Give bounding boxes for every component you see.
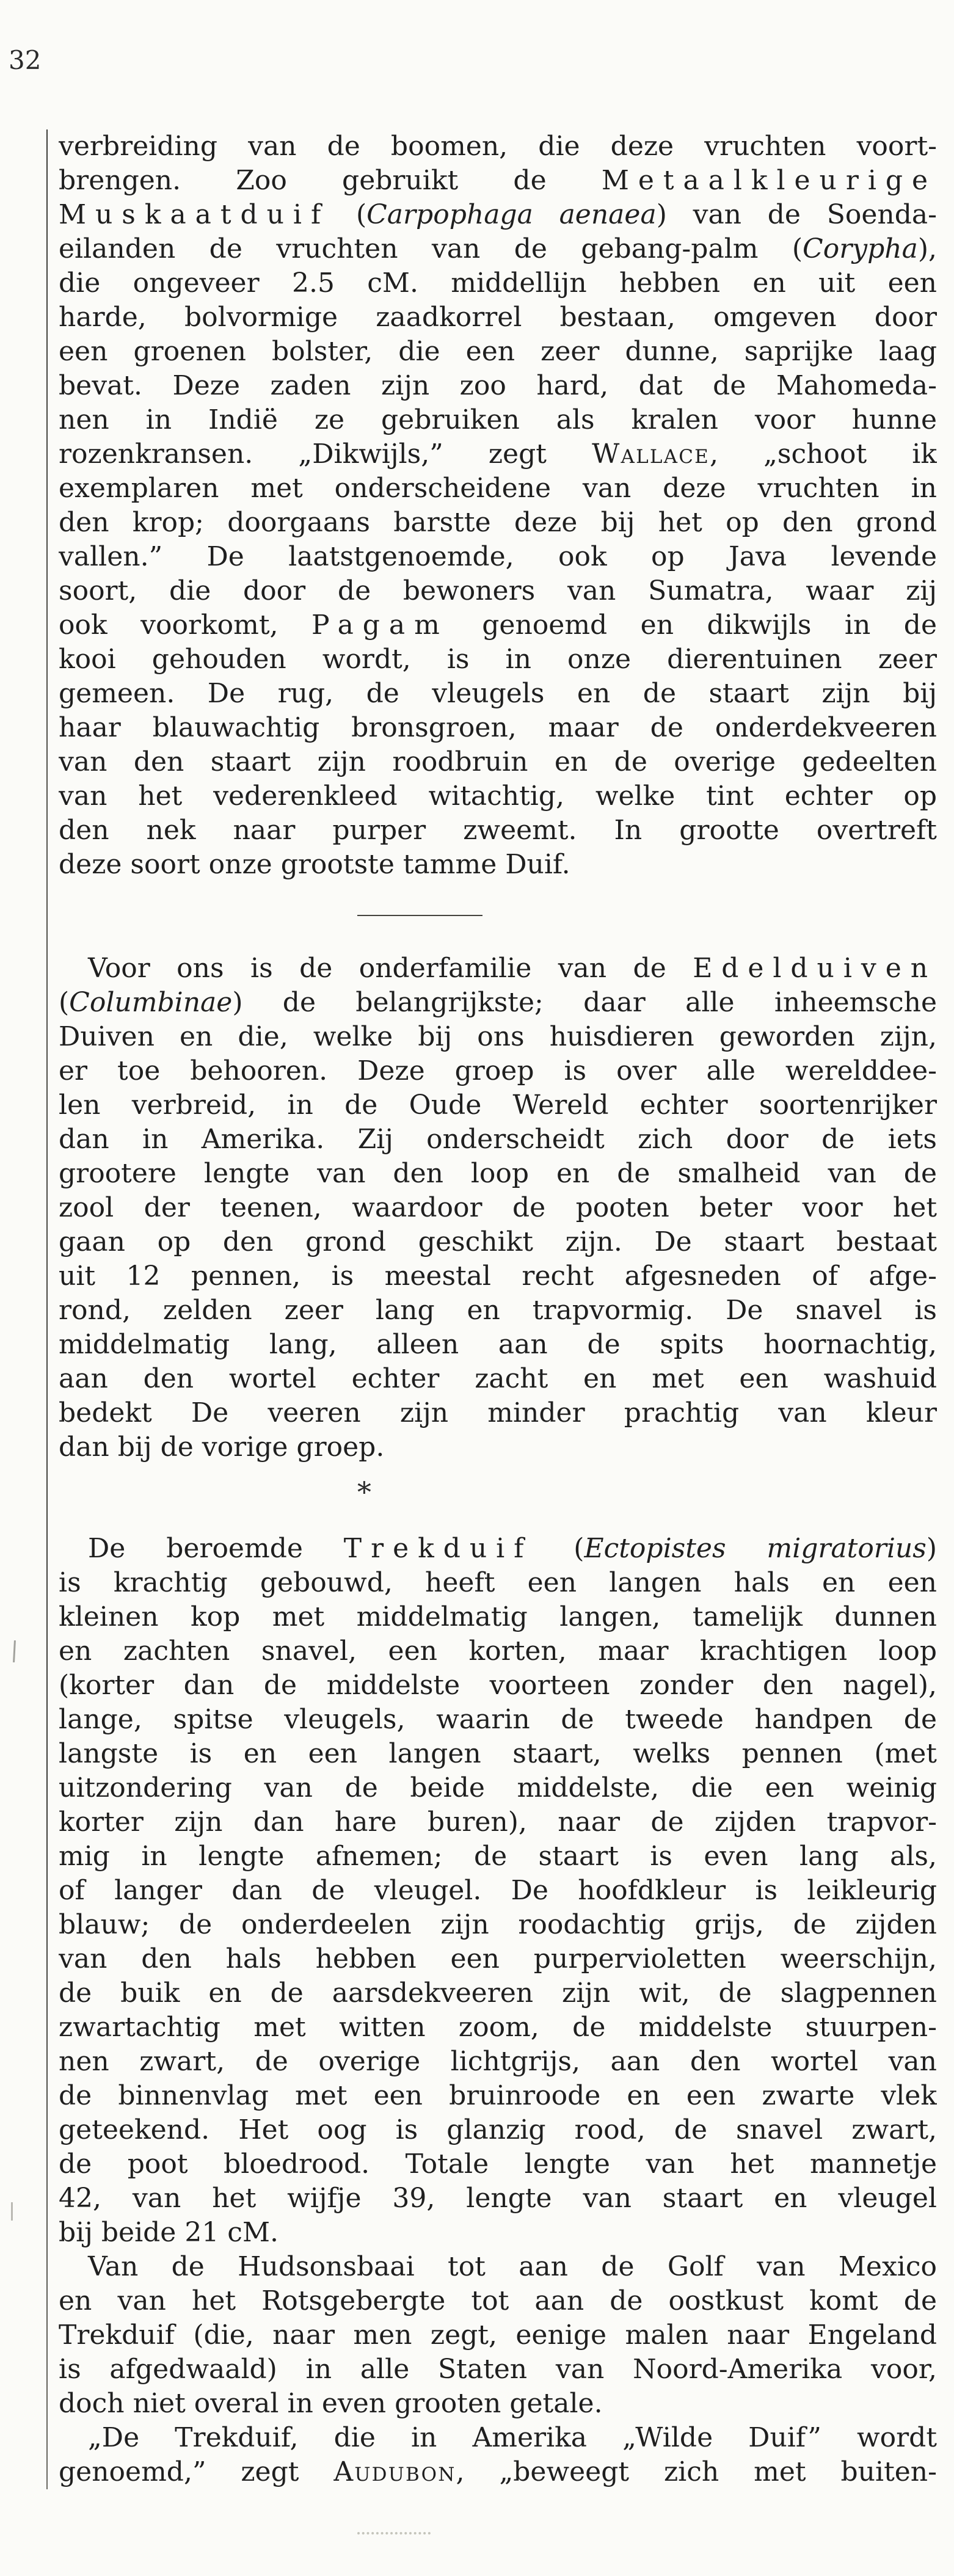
text-segment: en zachten snavel, een korten, maar krachtigen loop	[59, 1635, 937, 1667]
divider-line	[357, 915, 482, 916]
text-segment: blauw; de onderdeelen zijn roodachtig grijs, de zijden	[59, 1909, 937, 1940]
text-line	[59, 848, 937, 882]
text-line	[59, 642, 937, 677]
text-line	[59, 711, 937, 745]
text-segment: langste is en een langen staart, welks pennen (met	[59, 1738, 937, 1769]
text-segment: lange, spitse vleugels, waarin de tweede handpen de	[59, 1704, 937, 1735]
text-line	[59, 1157, 937, 1191]
text-segment: ) van de Soenda-	[656, 199, 937, 230]
text-line	[59, 2113, 937, 2147]
letterspaced-text: Edelduiven	[693, 953, 937, 984]
text-line	[59, 164, 937, 198]
text-line	[59, 779, 937, 813]
paragraph	[59, 951, 937, 1464]
text-segment: die ongeveer 2.5 cM. middellijn hebben en uit een	[59, 267, 937, 299]
text-line	[59, 369, 937, 403]
text-segment: (	[59, 987, 70, 1018]
text-line	[59, 1634, 937, 1668]
text-line	[59, 232, 937, 266]
page-content	[59, 129, 937, 2489]
text-segment: , „beweegt zich met buiten-	[456, 2456, 937, 2487]
text-line	[59, 471, 937, 506]
text-segment: of langer dan de vleugel. De hoofdkleur is leikleurig	[59, 1875, 937, 1906]
text-line	[59, 129, 937, 164]
text-line	[59, 2318, 937, 2352]
text-line	[59, 2045, 937, 2079]
text-segment: eilanden de vruchten van de gebang-palm (	[59, 233, 803, 264]
text-line	[59, 2250, 937, 2284]
text-segment: (	[533, 1533, 584, 1564]
text-line	[59, 2284, 937, 2318]
text-segment: bij beide 21 cM.	[59, 2217, 279, 2248]
italic-text: Columbinae	[69, 987, 233, 1018]
paragraph	[59, 2421, 937, 2489]
text-line	[59, 1600, 937, 1634]
text-line	[59, 1668, 937, 1703]
text-segment: en van het Rotsgebergte tot aan de oostkust komt de	[59, 2285, 937, 2316]
text-line	[59, 1976, 937, 2010]
text-line	[59, 608, 937, 642]
text-segment: soort, die door de bewoners van Sumatra, waar zij	[59, 575, 937, 606]
text-line	[59, 2387, 937, 2421]
text-line	[59, 2216, 937, 2250]
text-line	[59, 1362, 937, 1396]
text-segment: rozenkransen. „Dikwijls,” zegt	[59, 438, 592, 470]
text-line	[59, 1122, 937, 1157]
text-segment: nen in Indië ze gebruiken als kralen voor hunne	[59, 404, 937, 435]
text-line	[59, 1942, 937, 1976]
text-segment: korter zijn dan hare buren), naar de zijden trapvor-	[59, 1806, 937, 1838]
text-segment: verbreiding van de boomen, die deze vruchten voort-	[59, 131, 937, 162]
text-line	[59, 2352, 937, 2387]
text-line	[59, 540, 937, 574]
text-line	[59, 437, 937, 471]
text-segment: Trekduif (die, naar men zegt, eenige malen naar Engeland	[59, 2319, 937, 2351]
text-line	[59, 506, 937, 540]
text-segment: is krachtig gebouwd, heeft een langen hals en een	[59, 1567, 937, 1598]
letterspaced-text: Muskaatduif	[59, 199, 330, 230]
text-segment: uit 12 pennen, is meestal recht afgesneden of afge-	[59, 1261, 937, 1292]
text-line	[59, 813, 937, 848]
text-segment: van den staart zijn roodbruin en de overige gedeelten	[59, 746, 937, 777]
text-segment: len verbreid, in de Oude Wereld echter soortenrijker	[59, 1090, 937, 1121]
text-segment: is afgedwaald) in alle Staten van Noord-Amerika voor,	[59, 2354, 937, 2385]
text-line	[59, 2455, 937, 2489]
paragraph	[59, 129, 937, 882]
text-segment: grootere lengte van den loop en de smalheid van de	[59, 1158, 937, 1189]
paragraph	[59, 1532, 937, 2250]
text-segment: zool der teenen, waardoor de pooten beter voor het	[59, 1192, 937, 1223]
text-segment: genoemd en dikwijls in de	[448, 609, 937, 641]
italic-text: Ectopistes migratorius	[584, 1533, 927, 1564]
text-line	[59, 2079, 937, 2113]
letterspaced-text: Trekduif	[343, 1533, 533, 1564]
text-line	[59, 1328, 937, 1362]
text-segment: nen zwart, de overige lichtgrijs, aan den wortel van	[59, 2046, 937, 2077]
text-segment: vallen.” De laatstgenoemde, ook op Java levende	[59, 541, 937, 572]
text-segment: exemplaren met onderscheidene van deze vruchten in	[59, 473, 937, 504]
text-line	[59, 1874, 937, 1908]
text-segment: dan bij de vorige groep.	[59, 1432, 385, 1463]
text-segment: geteekend. Het oog is glanzig rood, de snavel zwart,	[59, 2114, 937, 2145]
text-line	[59, 574, 937, 608]
text-line	[59, 1054, 937, 1088]
text-segment: van den hals hebben een purpervioletten weerschijn,	[59, 1943, 937, 1974]
text-segment: Van de Hudsonsbaai tot aan de Golf van Mexico	[88, 2251, 937, 2282]
text-segment: Voor ons is de onderfamilie van de	[88, 953, 693, 984]
text-line	[59, 1430, 937, 1464]
text-line	[59, 1020, 937, 1054]
text-segment: deze soort onze grootste tamme Duif.	[59, 849, 570, 880]
text-segment: „De Trekduif, die in Amerika „Wilde Duif” wordt	[88, 2422, 937, 2453]
scan-artifact-tick	[13, 1640, 16, 1662]
text-line	[59, 1566, 937, 1600]
text-segment: de buik en de aarsdekveeren zijn wit, de slagpennen	[59, 1977, 937, 2009]
text-line	[59, 1396, 937, 1430]
text-line	[59, 2421, 937, 2455]
text-line	[59, 745, 937, 779]
asterisk-glyph: *	[357, 1475, 371, 1508]
text-line	[59, 403, 937, 437]
text-line	[59, 335, 937, 369]
text-segment: middelmatig lang, alleen aan de spits hoornachtig,	[59, 1329, 937, 1360]
text-line	[59, 1532, 937, 1566]
text-segment: kleinen kop met middelmatig langen, tamelijk dunnen	[59, 1601, 937, 1632]
text-line	[59, 2181, 937, 2216]
text-segment: (	[330, 199, 367, 230]
text-segment: van het vederenkleed witachtig, welke tint echter op	[59, 780, 937, 812]
italic-text: Corypha	[803, 233, 918, 264]
text-segment: de poot bloedrood. Totale lengte van het mannetje	[59, 2148, 937, 2180]
text-line	[59, 1293, 937, 1328]
text-segment: bedekt De veeren zijn minder prachtig van kleur	[59, 1397, 937, 1428]
text-segment: harde, bolvormige zaadkorrel bestaan, omgeven door	[59, 302, 937, 333]
text-line	[59, 1805, 937, 1839]
text-segment: zwartachtig met witten zoom, de middelste stuurpen-	[59, 2012, 937, 2043]
text-line	[59, 951, 937, 986]
text-line	[59, 1839, 937, 1874]
text-segment: ),	[917, 233, 937, 264]
section-divider-rule	[59, 882, 937, 951]
text-segment: mig in lengte afnemen; de staart is even lang als,	[59, 1841, 937, 1872]
text-segment: (korter dan de middelste voorteen zonder den nagel),	[59, 1670, 937, 1701]
text-segment: de binnenvlag met een bruinroode en een zwarte vlek	[59, 2080, 937, 2111]
text-line	[59, 300, 937, 335]
text-segment: ook voorkomt,	[59, 609, 311, 641]
text-segment: uitzondering van de beide middelste, die een weinig	[59, 1772, 937, 1803]
text-line	[59, 1225, 937, 1259]
text-segment: den krop; doorgaans barstte deze bij het op den grond	[59, 507, 937, 538]
text-segment: )	[926, 1533, 937, 1564]
scan-artifact-smudge	[357, 2532, 431, 2534]
italic-text: Carpophaga aenaea	[366, 199, 657, 230]
text-line	[59, 2010, 937, 2045]
text-segment: haar blauwachtig bronsgroen, maar de onderdekveeren	[59, 712, 937, 743]
paragraph	[59, 2250, 937, 2421]
text-segment: kooi gehouden wordt, is in onze dierentuinen zeer	[59, 644, 937, 675]
text-line	[59, 1088, 937, 1122]
section-divider-asterisk	[59, 1464, 937, 1532]
page-number: 32	[9, 45, 42, 75]
text-segment: brengen. Zoo gebruikt de	[59, 165, 602, 196]
text-segment: gemeen. De rug, de vleugels en de staart zijn bij	[59, 678, 937, 709]
text-segment: een groenen bolster, die een zeer dunne, saprijke laag	[59, 336, 937, 367]
scan-artifact-tick	[11, 2202, 13, 2221]
text-segment: gaan op den grond geschikt zijn. De staart bestaat	[59, 1226, 937, 1257]
smallcaps-text: Wallace	[592, 438, 710, 470]
text-segment: De beroemde	[88, 1533, 344, 1564]
text-line	[59, 1703, 937, 1737]
text-segment: rond, zelden zeer lang en trapvormig. De snavel is	[59, 1295, 937, 1326]
text-line	[59, 986, 937, 1020]
letterspaced-text: Pagam	[311, 609, 449, 641]
text-line	[59, 198, 937, 232]
text-line	[59, 2147, 937, 2181]
text-line	[59, 266, 937, 300]
text-line	[59, 1259, 937, 1293]
text-segment: doch niet overal in even grooten getale.	[59, 2388, 603, 2419]
text-line	[59, 1737, 937, 1771]
text-segment: Duiven en die, welke bij ons huisdieren geworden zijn,	[59, 1021, 937, 1052]
text-line	[59, 677, 937, 711]
text-line	[59, 1771, 937, 1805]
left-margin-rule	[46, 129, 48, 2489]
text-segment: 42, van het wijfje 39, lengte van staart en vleugel	[59, 2183, 937, 2214]
text-segment: bevat. Deze zaden zijn zoo hard, dat de Mahomeda-	[59, 370, 937, 401]
text-segment: den nek naar purper zweemt. In grootte overtreft	[59, 815, 937, 846]
text-segment: dan in Amerika. Zij onderscheidt zich door de iets	[59, 1124, 937, 1155]
text-line	[59, 1908, 937, 1942]
letterspaced-text: Metaalkleurige	[601, 165, 937, 196]
text-segment: , „schoot ik	[710, 438, 937, 470]
text-line	[59, 1191, 937, 1225]
text-segment: ) de belangrijkste; daar alle inheemsche	[232, 987, 937, 1018]
text-segment: aan den wortel echter zacht en met een washuid	[59, 1363, 937, 1394]
smallcaps-text: Audubon	[333, 2456, 456, 2487]
text-segment: genoemd,” zegt	[59, 2456, 334, 2487]
text-segment: er toe behooren. Deze groep is over alle werelddee-	[59, 1055, 937, 1086]
text-block	[59, 129, 937, 2489]
